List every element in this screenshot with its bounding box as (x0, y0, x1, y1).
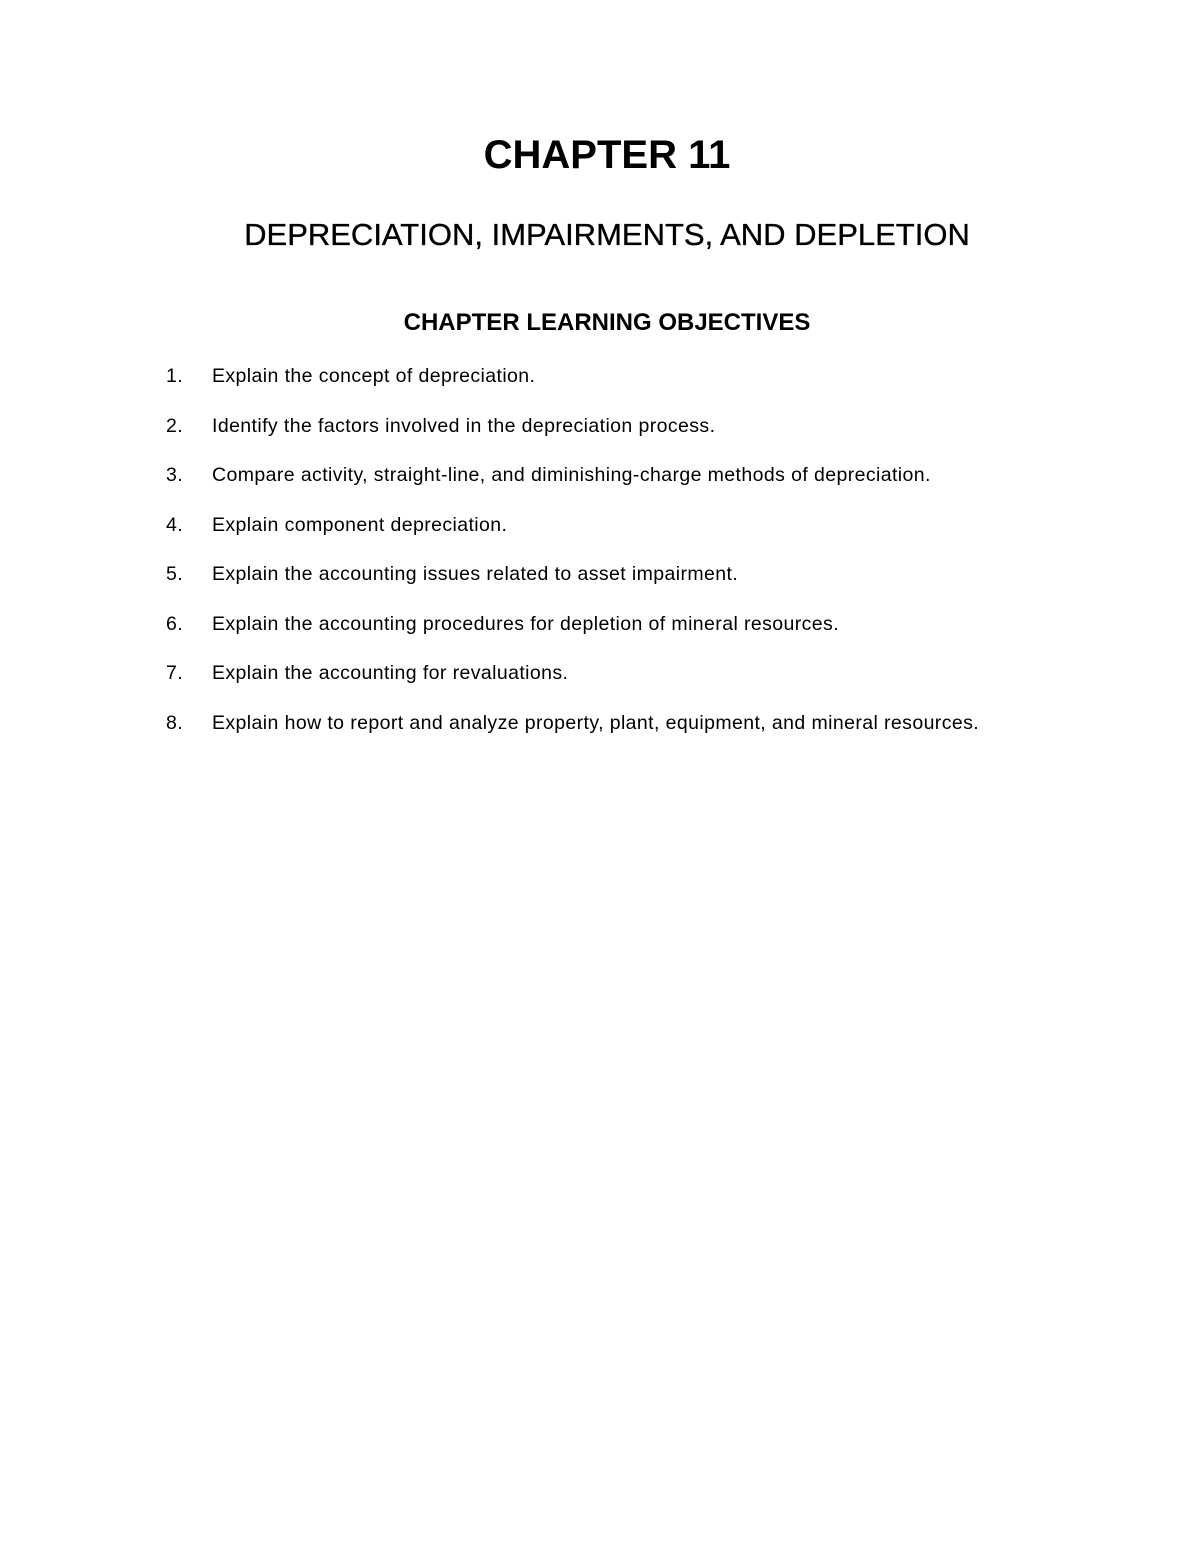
objective-number: 2. (166, 414, 184, 437)
objective-text: Explain how to report and analyze property, plant, equipment, and mineral resources. (212, 712, 980, 734)
objective-text: Explain component depreciation. (212, 513, 508, 536)
objective-number: 3. (166, 464, 184, 486)
objective-item (0, 558, 1200, 590)
objective-number: 5. (166, 563, 184, 585)
objective-number: 7. (166, 662, 184, 684)
objective-text: Explain the accounting issues related to asset impairment. (212, 563, 739, 585)
objective-number: 6. (166, 612, 184, 635)
chapter-number: CHAPTER 11 (483, 133, 731, 177)
objective-text: Explain the concept of depreciation. (212, 365, 536, 387)
objective-text: Compare activity, straight-line, and diminishing-charge methods of depreciation. (212, 464, 931, 486)
chapter-title: DEPRECIATION, IMPAIRMENTS, AND DEPLETION (244, 217, 970, 252)
objectives-heading: CHAPTER LEARNING OBJECTIVES (403, 309, 811, 336)
objective-item (0, 707, 1200, 739)
objective-text: Explain the accounting for revaluations. (212, 662, 569, 684)
objective-number: 8. (166, 712, 184, 734)
objective-item (0, 657, 1200, 689)
objective-number: 4. (166, 513, 184, 536)
objective-item (0, 608, 1200, 640)
objective-item (0, 459, 1200, 491)
objective-number: 1. (166, 365, 184, 387)
objective-item (0, 360, 1200, 392)
objective-item (0, 410, 1200, 442)
objective-text: Identify the factors involved in the depreciation process. (212, 414, 716, 437)
objective-item (0, 509, 1200, 541)
objective-text: Explain the accounting procedures for depletion of mineral resources. (212, 612, 840, 635)
